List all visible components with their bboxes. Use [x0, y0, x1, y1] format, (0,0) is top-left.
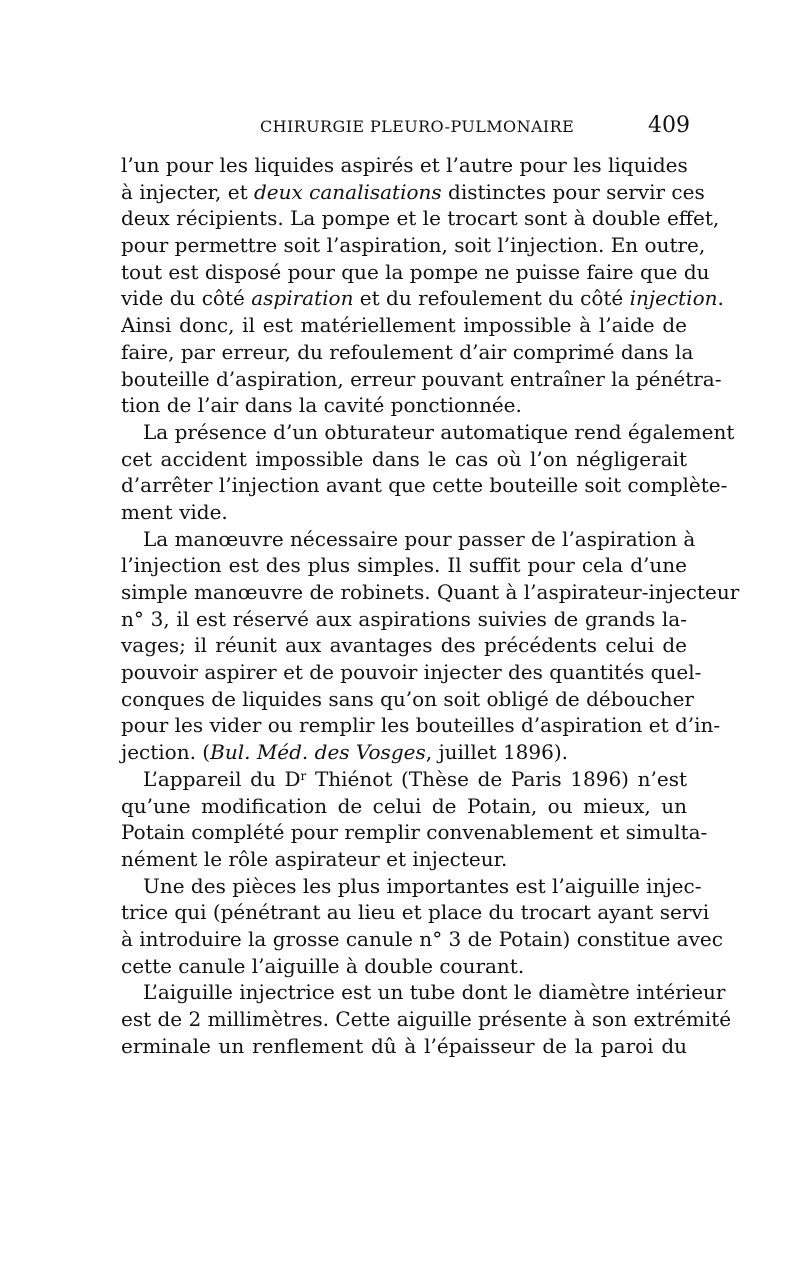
text-line: tout est disposé pour que la pompe ne puisse faire que du: [121, 259, 710, 284]
text-line: l’un pour les liquides aspirés et l’autre pour les liquides: [121, 153, 688, 177]
text-line: La manœuvre nécessaire pour passer de l’aspiration à: [143, 526, 696, 551]
page-number: 409: [648, 113, 690, 138]
text-line: ment vide.: [121, 499, 228, 524]
text-line: bouteille d’aspiration, erreur pouvant entraîner la pénétra-: [121, 366, 722, 391]
text-line: l’injection est des plus simples. Il suffit pour cela d’une: [121, 553, 687, 578]
text-line: n° 3, il est réservé aux aspirations suivies de grands la-: [121, 606, 687, 631]
text-line: cet accident impossible dans le cas où l’on négligerait: [121, 446, 687, 471]
text-line: nément le rôle aspirateur et injecteur.: [121, 846, 508, 871]
text-line: simple manœuvre de robinets. Quant à l’aspirateur-injecteur: [121, 580, 740, 604]
text-line: deux récipients. La pompe et le trocart sont à double effet,: [121, 206, 720, 231]
running-head: [120, 115, 690, 145]
text-line: qu’une modification de celui de Potain, ou mieux, un: [121, 793, 687, 818]
text-line: pouvoir aspirer et de pouvoir injecter des quantités quel-: [121, 660, 702, 685]
text-line: erminale un renflement dû à l’épaisseur de la paroi du: [121, 1033, 687, 1058]
text-line: d’arrêter l’injection avant que cette bouteille soit complète-: [121, 473, 728, 498]
text-line: La présence d’un obturateur automatique rend également: [143, 419, 735, 444]
text-line: à injecter, et deux canalisations distinctes pour servir ces: [121, 179, 705, 204]
text-line: Une des pièces les plus importantes est l’aiguille injec-: [143, 873, 702, 898]
text-line: est de 2 millimètres. Cette aiguille présente à son extrémité: [121, 1007, 732, 1031]
text-line: vide du côté aspiration et du refoulement du côté injection.: [121, 286, 724, 311]
text-line: Potain complété pour remplir convenablement et simulta-: [121, 820, 708, 845]
text-line: pour les vider ou remplir les bouteilles d’aspiration et d’in-: [121, 713, 721, 738]
text-line: trice qui (pénétrant au lieu et place du trocart ayant servi: [121, 900, 710, 925]
text-line: pour permettre soit l’aspiration, soit l’injection. En outre,: [121, 233, 706, 258]
text-line: L’aiguille injectrice est un tube dont le diamètre intérieur: [143, 980, 726, 1005]
text-line: Ainsi donc, il est matériellement impossible à l’aide de: [121, 313, 687, 338]
text-line: L’appareil du $D^r$ Thiénot (Thèse de Paris 1896) n’est: [143, 766, 688, 791]
running-title: CHIRURGIE PLEURO-PULMONAIRE: [260, 117, 575, 136]
text-line: conques de liquides sans qu’on soit obligé de déboucher: [121, 686, 694, 711]
text-line: faire, par erreur, du refoulement d’air comprimé dans la: [121, 339, 694, 364]
body-text: [121, 152, 740, 1059]
text-line: à introduire la grosse canule n° 3 de Potain) constitue avec: [121, 926, 723, 951]
text-line: cette canule l’aiguille à double courant.: [121, 953, 525, 978]
text-line: vages; il réunit aux avantages des précédents celui de: [121, 633, 687, 658]
text-line: tion de l’air dans la cavité ponctionnée.: [121, 393, 522, 418]
text-line: jection. (Bul. Méd. des Vosges, juillet 1896).: [121, 740, 569, 765]
